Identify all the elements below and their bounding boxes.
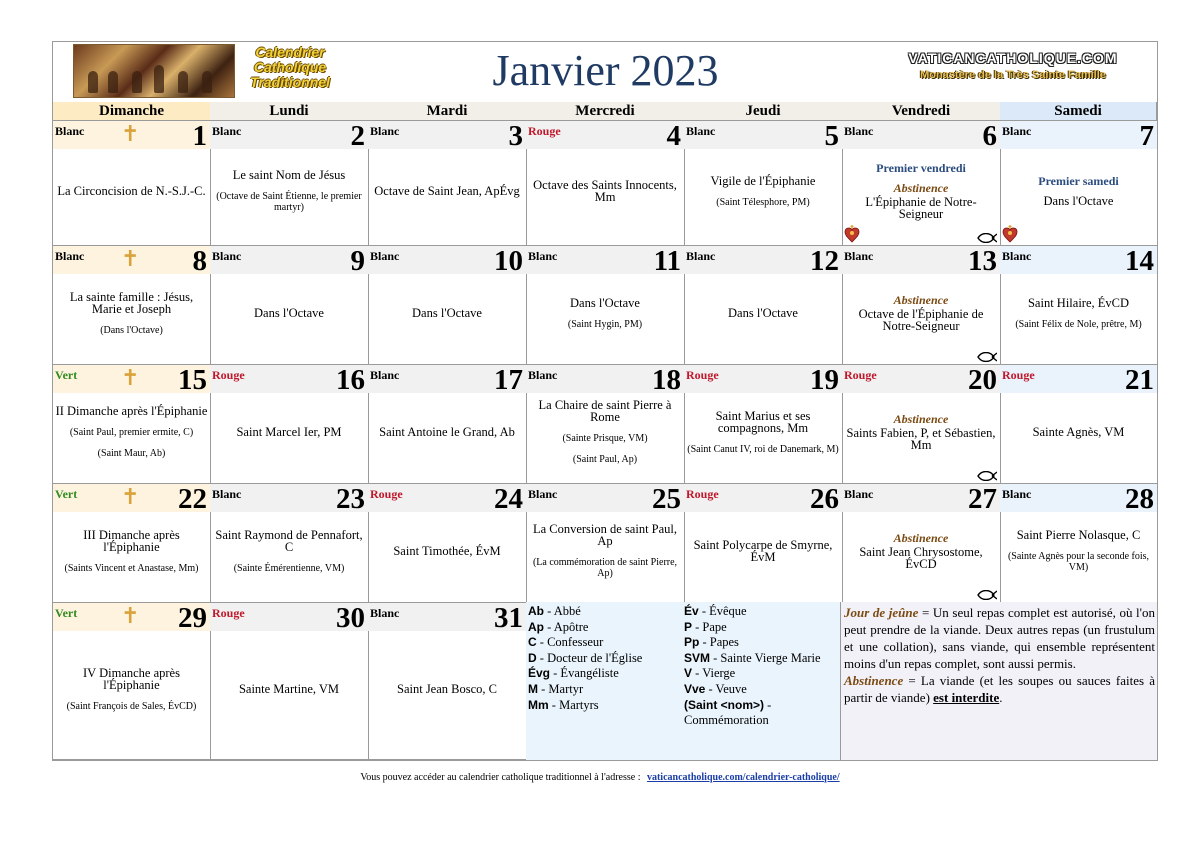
- day-number: 4: [666, 121, 681, 152]
- site-logo: [883, 50, 1143, 81]
- feast-name: IV Dimanche après l'Épiphanie: [83, 665, 180, 692]
- liturgical-color: Blanc: [528, 487, 558, 501]
- day-content: [370, 276, 524, 350]
- liturgical-color: Blanc: [844, 249, 874, 263]
- day-content: [55, 151, 208, 231]
- liturgical-color: Blanc: [686, 124, 716, 138]
- abstinence-label: Abstinence: [893, 531, 949, 545]
- day-number: 23: [336, 484, 365, 515]
- liturgical-color: Blanc: [1002, 249, 1032, 263]
- day-header: Vendredi: [842, 102, 1001, 121]
- feast-name: Dans l'Octave: [254, 306, 324, 320]
- day-content: [528, 514, 682, 588]
- legend-meaning: - Veuve: [705, 681, 747, 696]
- day-content: [212, 633, 366, 745]
- liturgical-color: Rouge: [370, 487, 403, 501]
- day-number: 10: [494, 246, 523, 277]
- day-content: [370, 514, 524, 588]
- feast-name: L'Épiphanie de Notre-Seigneur: [865, 195, 977, 221]
- page-title: Janvier 2023: [492, 46, 719, 95]
- commemoration: (Saints Vincent et Anastase, Mm): [64, 562, 199, 574]
- legend-abbr: SVM: [684, 650, 711, 665]
- day-cell: [842, 246, 1001, 365]
- legend-meaning: - Docteur de l'Église: [536, 650, 643, 665]
- first-friday-saturday-label: Premier vendredi: [876, 161, 966, 175]
- sacred-heart-icon: [1002, 225, 1018, 243]
- feast-name: Saint Antoine le Grand, Ab: [379, 425, 515, 439]
- abbreviation-legend: [526, 602, 841, 760]
- legend-meaning: - Évêque: [698, 604, 747, 618]
- legend-abbr: Vve: [684, 681, 706, 696]
- legend-item: [684, 651, 834, 667]
- feast-name: Octave des Saints Innocents, Mm: [533, 178, 677, 204]
- day-cell: [684, 246, 843, 365]
- footer-link[interactable]: vaticancatholique.com/calendrier-catholique/: [646, 772, 840, 783]
- day-number: 18: [652, 365, 681, 396]
- day-number: 26: [810, 484, 839, 515]
- day-content: [528, 151, 682, 231]
- feast-name: Saint Polycarpe de Smyrne, ÉvM: [693, 538, 833, 564]
- commemoration: (Saint Maur, Ab): [97, 448, 166, 459]
- day-content: [212, 151, 366, 231]
- legend-abbr: Ap: [528, 619, 544, 634]
- day-content: [1002, 514, 1155, 588]
- legend-abbr: P: [684, 619, 693, 634]
- liturgical-color: Blanc: [370, 124, 400, 138]
- footer-text: Vous pouvez accéder au calendrier catholique traditionnel à l'adresse :: [360, 772, 641, 783]
- day-cell: [210, 365, 369, 484]
- legend-meaning: - Sainte Vierge Marie: [710, 650, 821, 665]
- liturgical-color: Vert: [55, 487, 78, 501]
- liturgical-color: Blanc: [55, 124, 85, 138]
- first-friday-saturday-label: Premier samedi: [1038, 174, 1119, 188]
- day-number: 6: [982, 121, 997, 152]
- day-cell: [842, 484, 1001, 603]
- day-content: [55, 514, 208, 588]
- day-cell: [368, 603, 527, 760]
- day-content: [55, 395, 208, 469]
- logo-line-3: Traditionnel: [250, 74, 330, 90]
- day-number: 28: [1125, 484, 1154, 515]
- feast-name: Saint Marius et ses compagnons, Mm: [715, 408, 811, 435]
- day-cell: [1000, 365, 1157, 484]
- abstinence-label: Abstinence: [893, 412, 949, 426]
- legend-abbr: (Saint <nom>): [684, 697, 765, 712]
- day-content: [686, 514, 840, 588]
- liturgical-color: Rouge: [686, 487, 719, 501]
- cross-icon: ✝: [121, 246, 140, 271]
- liturgical-color: Rouge: [1002, 368, 1035, 382]
- day-content: [686, 395, 840, 469]
- legend-meaning: - Abbé: [544, 604, 581, 618]
- day-cell: [526, 246, 685, 365]
- fast-day-label: Jour de jeûne: [844, 605, 919, 620]
- liturgical-color: Vert: [55, 606, 78, 620]
- day-number: 31: [494, 603, 523, 634]
- liturgical-color: Blanc: [1002, 124, 1032, 138]
- liturgical-color: Blanc: [370, 368, 400, 382]
- day-content: [844, 151, 998, 231]
- day-cell: [526, 365, 685, 484]
- liturgical-color: Blanc: [55, 249, 85, 263]
- commemoration: (Saint Hygin, PM): [567, 318, 643, 330]
- cross-icon: ✝: [121, 121, 140, 146]
- day-cell: [53, 603, 211, 760]
- fish-icon: [977, 471, 997, 481]
- day-number: 24: [494, 484, 523, 515]
- day-content: [370, 395, 524, 469]
- day-number: 22: [178, 484, 207, 515]
- day-content: [1002, 395, 1155, 469]
- liturgical-color: Blanc: [686, 249, 716, 263]
- day-cell: [53, 365, 211, 484]
- abstinence-label: Abstinence: [893, 181, 949, 195]
- commemoration: (Dans l'Octave): [100, 324, 163, 336]
- day-number: 27: [968, 484, 997, 515]
- day-content: [1002, 151, 1155, 231]
- day-content: [55, 276, 208, 350]
- legend-item: [528, 604, 642, 620]
- day-content: [844, 395, 998, 469]
- liturgical-color: Blanc: [212, 487, 242, 501]
- logo-line-1: Calendrier: [255, 44, 325, 60]
- commemoration: (Saint Félix de Nole, prêtre, M): [1015, 318, 1142, 330]
- feast-name: La Chaire de saint Pierre à Rome: [538, 398, 672, 424]
- day-cell: [1000, 484, 1157, 603]
- calendar-header: [53, 42, 1157, 103]
- legend-item: [684, 635, 834, 651]
- day-cell: [842, 121, 1001, 246]
- legend-meaning: - Vierge: [692, 666, 736, 681]
- day-header: Mardi: [368, 102, 527, 121]
- last-supper-painting: [73, 44, 235, 98]
- fish-icon: [977, 233, 997, 243]
- site-name: VATICANCATHOLIQUE.COM: [908, 50, 1118, 66]
- day-content: [844, 514, 998, 588]
- day-cell: [684, 365, 843, 484]
- day-number: 25: [652, 484, 681, 515]
- legend-meaning: - Commémoration: [684, 697, 772, 728]
- feast-name: III Dimanche après l'Épiphanie: [83, 527, 180, 554]
- legend-abbr: Év: [684, 604, 699, 618]
- legend-item: [528, 698, 642, 714]
- commemoration: (Saint Télesphore, PM): [716, 196, 810, 208]
- liturgical-color: Blanc: [844, 124, 874, 138]
- day-content: [370, 151, 524, 231]
- cross-icon: ✝: [121, 603, 140, 628]
- liturgical-color: Blanc: [212, 249, 242, 263]
- day-content: [212, 395, 366, 469]
- abstinence-emphasis: est interdite: [933, 690, 1000, 705]
- fast-day-text: = Un seul repas complet est autorisé, où l'on peut prendre de la viande. Deux autres repas (un frustulum et une collation), sans viande, qui ensemble représentent moins d'un repas complet, sont aussi permis.: [844, 605, 1156, 671]
- liturgical-color: Blanc: [1002, 487, 1032, 501]
- feast-name: Dans l'Octave: [412, 306, 482, 320]
- day-number: 5: [824, 121, 839, 152]
- day-number: 9: [350, 246, 365, 277]
- day-content: [1002, 276, 1155, 350]
- legend-item: [528, 682, 642, 698]
- day-cell: [368, 484, 527, 603]
- day-cell: [53, 246, 211, 365]
- legend-abbr: C: [528, 635, 537, 650]
- day-number: 19: [810, 365, 839, 396]
- liturgical-color: Blanc: [370, 606, 400, 620]
- legend-abbr: D: [528, 650, 537, 665]
- feast-name: Le saint Nom de Jésus: [232, 168, 346, 182]
- day-header: Lundi: [210, 102, 369, 121]
- abstinence-label: Abstinence: [844, 673, 904, 688]
- day-cell: [1000, 246, 1157, 365]
- liturgical-color: Blanc: [528, 368, 558, 382]
- legend-item: [528, 635, 642, 651]
- commemoration: (Saint Canut IV, roi de Danemark, M): [687, 443, 839, 455]
- site-subtitle: Monastère de la Très Sainte Famille: [920, 69, 1106, 81]
- day-cell: [368, 365, 527, 484]
- day-number: 15: [178, 365, 207, 396]
- legend-item: [528, 651, 642, 667]
- legend-item: [684, 620, 834, 636]
- feast-name: La Circoncision de N.-S.J.-C.: [57, 184, 206, 198]
- day-number: 21: [1125, 365, 1154, 396]
- day-cell: [684, 121, 843, 246]
- day-cell: [842, 365, 1001, 484]
- footer: [0, 772, 1200, 783]
- feast-name: Saint Marcel Ier, PM: [236, 425, 342, 439]
- legend-abbr: M: [528, 681, 538, 696]
- day-number: 30: [336, 603, 365, 634]
- day-header: Mercredi: [526, 102, 685, 121]
- liturgical-color: Rouge: [528, 124, 561, 138]
- legend-item: [684, 698, 834, 729]
- abstinence-label: Abstinence: [893, 293, 949, 307]
- legend-meaning: - Apôtre: [544, 619, 589, 634]
- day-cell: [368, 246, 527, 365]
- day-header: Jeudi: [684, 102, 843, 121]
- feast-name: Octave de Saint Jean, ApÉvg: [374, 184, 520, 198]
- commemoration: (Saint Paul, Ap): [572, 454, 638, 465]
- feast-name: Octave de l'Épiphanie de Notre-Seigneur: [858, 307, 984, 333]
- day-cell: [210, 121, 369, 246]
- day-number: 20: [968, 365, 997, 396]
- day-content: [370, 633, 524, 745]
- day-cell: [526, 121, 685, 246]
- legend-abbr: V: [684, 666, 693, 681]
- logo-line-2: Catholique: [253, 59, 327, 75]
- day-number: 3: [508, 121, 523, 152]
- day-content: [528, 276, 682, 350]
- legend-item: [528, 666, 642, 682]
- day-number: 13: [968, 246, 997, 277]
- liturgical-color: Blanc: [844, 487, 874, 501]
- day-content: [212, 514, 366, 588]
- day-number: 16: [336, 365, 365, 396]
- commemoration: (La commémoration de saint Pierre, Ap): [532, 557, 678, 579]
- cross-icon: ✝: [121, 484, 140, 509]
- legend-abbr: Évg: [528, 666, 551, 681]
- sacred-heart-icon: [844, 225, 860, 243]
- liturgical-color: Blanc: [528, 249, 558, 263]
- legend-column-right: [684, 604, 834, 729]
- feast-name: La Conversion de saint Paul, Ap: [532, 522, 678, 548]
- commemoration: (Octave de Saint Étienne, le premier martyr): [216, 191, 362, 213]
- day-content: [55, 633, 208, 745]
- commemoration: (Sainte Agnès pour la seconde fois, VM): [1007, 551, 1150, 573]
- day-cell: [210, 246, 369, 365]
- day-cell: [1000, 121, 1157, 246]
- cross-icon: ✝: [121, 365, 140, 390]
- feast-name: Saint Pierre Nolasque, C: [1016, 528, 1141, 542]
- day-number: 29: [178, 603, 207, 634]
- day-cell: [684, 484, 843, 603]
- abstinence-text: = La viande (et les soupes ou sauces faites à partir de viande): [844, 673, 1155, 705]
- liturgical-color: Rouge: [212, 606, 245, 620]
- feast-name: Saint Hilaire, ÉvCD: [1027, 295, 1130, 310]
- legend-column-left: [528, 604, 642, 713]
- abstinence-end: .: [999, 690, 1003, 705]
- fasting-rules: [841, 602, 1157, 760]
- day-number: 8: [192, 246, 207, 277]
- liturgical-color: Rouge: [686, 368, 719, 382]
- calendar-logo-text: [231, 45, 349, 90]
- day-content: [212, 276, 366, 350]
- feast-name: Dans l'Octave: [728, 306, 798, 320]
- legend-item: [684, 666, 834, 682]
- feast-name: Dans l'Octave: [570, 295, 640, 310]
- day-number: 1: [192, 121, 207, 152]
- feast-name: Vigile de l'Épiphanie: [710, 173, 816, 188]
- day-number: 12: [810, 246, 839, 277]
- legend-abbr: Ab: [528, 604, 544, 618]
- day-number: 14: [1125, 246, 1154, 277]
- day-number: 11: [653, 246, 681, 277]
- day-content: [686, 276, 840, 350]
- commemoration: (Sainte Émérentienne, VM): [233, 562, 345, 574]
- feast-name: Saint Timothée, ÉvM: [393, 544, 501, 558]
- commemoration: (Saint Paul, premier ermite, C): [69, 427, 194, 438]
- feast-name: Saint Jean Bosco, C: [397, 682, 497, 696]
- fish-icon: [977, 352, 997, 362]
- feast-name: Sainte Martine, VM: [238, 682, 340, 696]
- legend-meaning: - Papes: [699, 635, 739, 650]
- legend-meaning: - Martyr: [538, 681, 584, 696]
- calendar-frame: [52, 41, 1158, 761]
- feast-name: Saint Jean Chrysostome, ÉvCD: [859, 545, 983, 571]
- day-content: [844, 276, 998, 350]
- feast-name: La sainte famille : Jésus, Marie et Joseph: [69, 289, 194, 316]
- day-cell: [53, 121, 211, 246]
- day-cell: [210, 484, 369, 603]
- liturgical-color: Rouge: [212, 368, 245, 382]
- feast-name: Saint Raymond de Pennafort, C: [215, 527, 363, 554]
- day-number: 7: [1139, 121, 1154, 152]
- day-cell: [53, 484, 211, 603]
- commemoration: (Saint François de Sales, ÉvCD): [66, 700, 197, 712]
- feast-name: Dans l'Octave: [1043, 194, 1114, 208]
- legend-meaning: - Confesseur: [536, 635, 604, 650]
- day-cell: [526, 484, 685, 603]
- legend-item: [528, 620, 642, 636]
- day-number: 2: [350, 121, 365, 152]
- day-number: 17: [494, 365, 523, 396]
- legend-item: [684, 604, 834, 620]
- day-cell: [368, 121, 527, 246]
- day-header: Samedi: [1000, 102, 1157, 121]
- commemoration: (Sainte Prisque, VM): [562, 433, 648, 444]
- legend-meaning: - Martyrs: [548, 697, 599, 712]
- day-content: [528, 395, 682, 469]
- day-content: [686, 151, 840, 231]
- legend-item: [684, 682, 834, 698]
- liturgical-color: Blanc: [212, 124, 242, 138]
- liturgical-color: Rouge: [844, 368, 877, 382]
- legend-meaning: - Évangéliste: [550, 666, 619, 681]
- liturgical-color: Vert: [55, 368, 78, 382]
- feast-name: Sainte Agnès, VM: [1032, 425, 1125, 439]
- liturgical-color: Blanc: [370, 249, 400, 263]
- legend-abbr: Mm: [528, 697, 549, 712]
- feast-name: Saints Fabien, P, et Sébastien, Mm: [846, 426, 996, 452]
- feast-name: II Dimanche après l'Épiphanie: [55, 404, 208, 418]
- legend-meaning: - Pape: [692, 619, 727, 634]
- fish-icon: [977, 590, 997, 600]
- day-header: Dimanche: [53, 102, 211, 121]
- day-cell: [210, 603, 369, 760]
- legend-abbr: Pp: [684, 635, 700, 650]
